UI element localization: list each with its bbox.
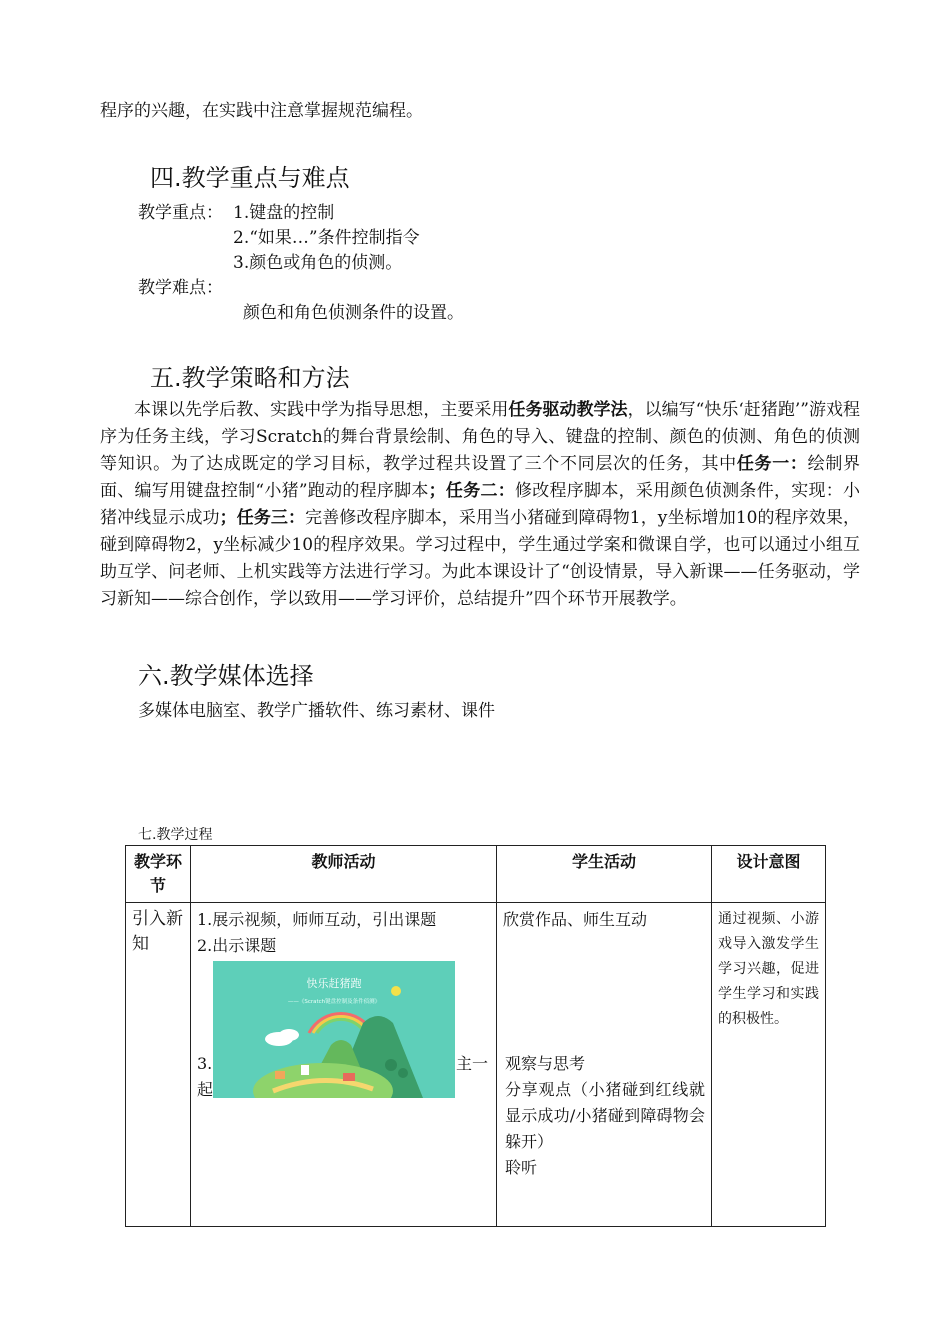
section6-heading: 六.教学媒体选择 <box>138 662 314 690</box>
teacher-step-fragment: 3. <box>197 1054 213 1073</box>
key-point-item: 3.颜色或角色的侦测。 <box>233 253 403 273</box>
sun-icon <box>391 986 401 996</box>
header-teacher: 教师活动 <box>191 846 497 903</box>
student-activity: 欣赏作品、师生互动 <box>503 910 648 929</box>
header-stage: 教学环节 <box>126 846 191 903</box>
student-activity: 分享观点（小猪碰到红线就显示成功/小猪碰到障碍物会躲开） <box>505 1080 705 1151</box>
para-bold: 任务驱动教学法 <box>508 400 628 420</box>
teacher-step: 2.出示课题 <box>197 936 277 955</box>
intent-cell: 通过视频、小游戏导入激发学生学习兴趣，促进学生学习和实践的积极性。 <box>712 903 826 1227</box>
house-icon <box>275 1071 285 1079</box>
para-bold: ；任务二： <box>428 481 515 501</box>
section4-heading: 四.教学重点与难点 <box>150 164 350 192</box>
para-text: 本课以先学后教、实践中学为指导思想，主要采用 <box>134 400 509 420</box>
slide-title: 快乐赶猪跑 <box>306 977 362 990</box>
para-bold: ；任务三： <box>219 508 306 528</box>
para-bold: 任务一： <box>736 454 808 474</box>
key-point-item: 2.“如果…”条件控制指令 <box>233 228 420 248</box>
strategy-paragraph <box>100 397 860 613</box>
student-activity-group <box>505 1051 705 1181</box>
student-cell <box>497 903 712 1227</box>
para-text: 绘制界面、编写用键盘控制“小猪”跑动的程序脚本 <box>100 454 861 501</box>
student-activity: 观察与思考 <box>505 1054 586 1073</box>
key-points-label: 教学重点： <box>138 203 223 223</box>
table-header-row <box>126 846 826 903</box>
house-icon <box>301 1065 309 1075</box>
course-slide-image <box>213 961 455 1098</box>
slide-subtitle: ——《Scratch键盘控制及条件侦测》 <box>287 999 381 1005</box>
slide-illustration <box>213 961 455 1098</box>
teacher-step-fragment: 起 <box>197 1080 214 1099</box>
tree-icon <box>385 1059 397 1071</box>
intro-line: 程序的兴趣，在实践中注意掌握规范编程。 <box>100 101 423 121</box>
difficulty-label: 教学难点： <box>138 278 223 298</box>
para-text: 修改程序脚本，采用颜色侦测条件，实现：小猪冲线显示成功 <box>100 481 861 528</box>
tree-icon <box>398 1068 408 1078</box>
difficulty-text: 颜色和角色侦测条件的设置。 <box>243 303 464 323</box>
para-text: ，以编写“快乐‘赶猪跑’”游戏程序为任务主线，学习Scratch的舞台背景绘制、角色的导入、键盘的控制、颜色的侦测、角色的侦测等知识。为了达成既定的学习目标，教学过程共设置了三个不同层次的任务，其中 <box>100 400 861 474</box>
stage-cell: 引入新知 <box>126 903 191 1227</box>
para-text: 完善修改程序脚本，采用当小猪碰到障碍物1，y坐标增加10的程序效果，碰到障碍物2，y坐标减少10的程序效果。学习过程中，学生通过学案和微课自学，也可以通过小组互助互学、问老师、上机实践等方法进行学习。为此本课设计了“创设情景，导入新课——任务驱动，学习新知——综合创作，学以致用——学习评价，总结提升”四个环节开展教学。 <box>100 508 861 609</box>
section5-heading: 五.教学策略和方法 <box>150 364 350 392</box>
house-icon <box>343 1073 355 1081</box>
teacher-step: 1.展示视频，师师互动，引出课题 <box>197 910 437 929</box>
teacher-step-fragment: 主一 <box>455 1054 488 1073</box>
student-activity: 聆听 <box>505 1158 538 1177</box>
header-intent: 设计意图 <box>712 846 826 903</box>
media-text: 多媒体电脑室、教学广播软件、练习素材、课件 <box>138 701 495 721</box>
cloud-icon <box>279 1029 299 1041</box>
header-student: 学生活动 <box>497 846 712 903</box>
table-caption: 七.教学过程 <box>138 827 213 843</box>
key-point-item: 1.键盘的控制 <box>233 203 335 223</box>
